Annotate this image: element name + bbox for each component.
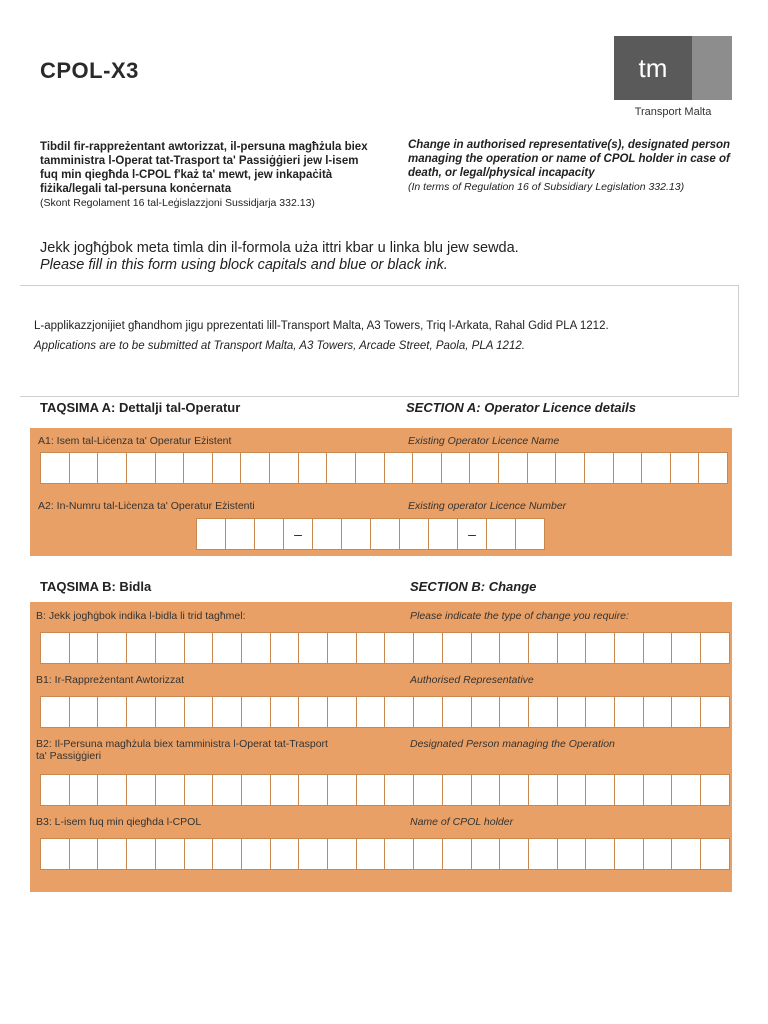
character-box[interactable] (443, 775, 472, 805)
character-box[interactable] (356, 453, 385, 483)
character-box[interactable] (41, 697, 70, 727)
title-maltese-reference: (Skont Regolament 16 tal-Leġislazzjoni Sussidjarja 332.13) (40, 197, 315, 209)
character-box[interactable] (672, 633, 701, 663)
submission-maltese: L-applikazzjonijiet għandhom jigu pprezentati lill-Transport Malta, A3 Towers, Triq l-Arkata, Rahal Gdid PLA 1212. (34, 320, 609, 332)
character-box[interactable] (127, 775, 156, 805)
character-box[interactable] (156, 775, 185, 805)
character-box[interactable] (499, 453, 528, 483)
character-box[interactable] (98, 839, 127, 869)
character-box[interactable] (185, 633, 214, 663)
b-change-type-input[interactable] (40, 632, 730, 664)
character-box[interactable] (185, 775, 214, 805)
character-box[interactable] (558, 633, 587, 663)
a1-label-english: Existing Operator Licence Name (408, 435, 560, 447)
character-box[interactable] (184, 453, 213, 483)
character-box[interactable] (414, 697, 443, 727)
title-english-reference: (In terms of Regulation 16 of Subsidiary Legislation 332.13) (408, 181, 685, 193)
character-box[interactable] (255, 519, 283, 549)
b-label-maltese: B: Jekk jogħġbok indika l-bidla li trid tagħmel: (36, 610, 246, 622)
character-box[interactable] (357, 839, 386, 869)
licence-number-separator-1: – (284, 518, 312, 550)
character-box[interactable] (185, 839, 214, 869)
character-box[interactable] (642, 453, 671, 483)
character-box[interactable] (271, 839, 300, 869)
character-box[interactable] (41, 839, 70, 869)
character-box[interactable] (701, 697, 729, 727)
b3-label-english: Name of CPOL holder (410, 816, 514, 828)
character-box[interactable] (400, 519, 429, 549)
character-box[interactable] (671, 453, 700, 483)
character-box[interactable] (299, 697, 328, 727)
character-box[interactable] (500, 839, 529, 869)
character-box[interactable] (242, 839, 271, 869)
character-box[interactable] (615, 839, 644, 869)
character-box[interactable] (672, 697, 701, 727)
character-box[interactable] (127, 839, 156, 869)
logo-accent (692, 36, 732, 100)
character-box[interactable] (385, 697, 414, 727)
character-box[interactable] (70, 633, 99, 663)
licence-number-group-2[interactable] (312, 518, 458, 550)
character-box[interactable] (644, 839, 673, 869)
character-box[interactable] (442, 453, 471, 483)
character-box[interactable] (371, 519, 400, 549)
character-box[interactable] (644, 775, 673, 805)
b-label-english: Please indicate the type of change you require: (410, 610, 629, 622)
b2-label-maltese: B2: Il-Persuna magħżula biex tamministra l-Operat tat-Trasport ta' Passiġġieri (36, 738, 328, 762)
character-box[interactable] (185, 697, 214, 727)
character-box[interactable] (213, 839, 242, 869)
character-box[interactable] (328, 697, 357, 727)
section-a-panel (30, 428, 732, 556)
character-box[interactable] (242, 775, 271, 805)
section-a-heading-english: SECTION A: Operator Licence details (406, 400, 636, 415)
character-box[interactable] (242, 633, 271, 663)
character-box[interactable] (327, 453, 356, 483)
character-box[interactable] (699, 453, 727, 483)
character-box[interactable] (41, 633, 70, 663)
submission-info-box (20, 285, 739, 397)
logo-text: tm (614, 36, 692, 100)
character-box[interactable] (328, 775, 357, 805)
character-box[interactable] (127, 697, 156, 727)
character-box[interactable] (213, 697, 242, 727)
character-box[interactable] (385, 775, 414, 805)
character-box[interactable] (472, 697, 501, 727)
character-box[interactable] (414, 775, 443, 805)
character-box[interactable] (328, 839, 357, 869)
character-box[interactable] (414, 839, 443, 869)
b1-label-english: Authorised Representative (410, 674, 534, 686)
character-box[interactable] (443, 697, 472, 727)
character-box[interactable] (213, 453, 242, 483)
instructions-maltese: Jekk jogħġbok meta timla din il-formola uża ittri kbar u linka blu jew sewda. (40, 240, 519, 256)
form-title-maltese (40, 140, 370, 210)
b1-authorised-representative-input[interactable] (40, 696, 730, 728)
character-box[interactable] (156, 633, 185, 663)
form-code: CPOL-X3 (40, 58, 139, 83)
character-box[interactable] (585, 453, 614, 483)
character-box[interactable] (70, 839, 99, 869)
character-box[interactable] (672, 839, 701, 869)
character-box[interactable] (556, 453, 585, 483)
b3-cpol-holder-name-input[interactable] (40, 838, 730, 870)
character-box[interactable] (385, 839, 414, 869)
character-box[interactable] (500, 775, 529, 805)
instructions-english: Please fill in this form using block capitals and blue or black ink. (40, 257, 448, 273)
organisation-name: Transport Malta (634, 106, 712, 118)
character-box[interactable] (672, 775, 701, 805)
title-english-text: Change in authorised representative(s), designated person managing the operation or name of CPOL holder in case of death, or legal/physical incapacity (408, 139, 731, 179)
fill-instructions (40, 240, 519, 274)
character-box[interactable] (529, 775, 558, 805)
character-box[interactable] (414, 633, 443, 663)
character-box[interactable] (472, 839, 501, 869)
character-box[interactable] (313, 519, 342, 549)
character-box[interactable] (558, 775, 587, 805)
character-box[interactable] (271, 775, 300, 805)
character-box[interactable] (156, 839, 185, 869)
a2-licence-number-input[interactable] (196, 518, 545, 550)
character-box[interactable] (271, 633, 300, 663)
character-box[interactable] (270, 453, 299, 483)
character-box[interactable] (226, 519, 255, 549)
a2-label-english: Existing operator Licence Number (408, 500, 567, 512)
character-box[interactable] (529, 697, 558, 727)
licence-number-group-1[interactable] (196, 518, 284, 550)
character-box[interactable] (413, 453, 442, 483)
character-box[interactable] (500, 633, 529, 663)
b3-label-maltese: B3: L-isem fuq min qiegħda l-CPOL (36, 816, 202, 828)
character-box[interactable] (70, 453, 99, 483)
a2-label-maltese: A2: In-Numru tal-Liċenza ta' Operatur Eżistenti (38, 500, 255, 512)
character-box[interactable] (443, 633, 472, 663)
character-box[interactable] (98, 453, 127, 483)
b2-label-english: Designated Person managing the Operation (410, 738, 615, 750)
form-title-english (408, 138, 738, 194)
character-box[interactable] (516, 519, 544, 549)
title-maltese-text: Tibdil fir-rappreżentant awtorizzat, il-persuna magħżula biex tamministra l-Operat tat-Trasport ta' Passiġġieri jew l-isem fuq min qiegħda l-CPOL f'każ ta' mewt, jew inkapaċità fiżika/legali tal-persuna konċernata (40, 141, 368, 195)
character-box[interactable] (41, 453, 70, 483)
character-box[interactable] (127, 453, 156, 483)
section-a-heading-maltese: TAQSIMA A: Dettalji tal-Operatur (40, 400, 241, 415)
section-b-heading-english: SECTION B: Change (410, 579, 537, 594)
character-box[interactable] (529, 633, 558, 663)
character-box[interactable] (472, 775, 501, 805)
character-box[interactable] (357, 697, 386, 727)
character-box[interactable] (213, 633, 242, 663)
licence-number-separator-2: – (458, 518, 486, 550)
character-box[interactable] (98, 633, 127, 663)
character-box[interactable] (615, 633, 644, 663)
b1-label-maltese: B1: Ir-Rappreżentant Awtorizzat (36, 674, 185, 686)
character-box[interactable] (644, 633, 673, 663)
b2-designated-person-input[interactable] (40, 774, 730, 806)
character-box[interactable] (470, 453, 499, 483)
character-box[interactable] (127, 633, 156, 663)
character-box[interactable] (342, 519, 371, 549)
character-box[interactable] (701, 839, 729, 869)
character-box[interactable] (487, 519, 516, 549)
character-box[interactable] (558, 697, 587, 727)
character-box[interactable] (299, 633, 328, 663)
character-box[interactable] (615, 775, 644, 805)
character-box[interactable] (615, 697, 644, 727)
character-box[interactable] (528, 453, 557, 483)
character-box[interactable] (328, 633, 357, 663)
a1-label-maltese: A1: Isem tal-Liċenza ta' Operatur Eżistent (38, 435, 232, 447)
character-box[interactable] (271, 697, 300, 727)
character-box[interactable] (299, 839, 328, 869)
character-box[interactable] (614, 453, 643, 483)
character-box[interactable] (443, 839, 472, 869)
transport-malta-logo (614, 36, 732, 100)
character-box[interactable] (242, 697, 271, 727)
character-box[interactable] (98, 775, 127, 805)
section-b-panel (30, 602, 732, 892)
character-box[interactable] (586, 697, 615, 727)
character-box[interactable] (472, 633, 501, 663)
character-box[interactable] (385, 453, 414, 483)
character-box[interactable] (558, 839, 587, 869)
character-box[interactable] (156, 697, 185, 727)
character-box[interactable] (701, 775, 729, 805)
character-box[interactable] (701, 633, 729, 663)
character-box[interactable] (586, 633, 615, 663)
a1-licence-name-input[interactable] (40, 452, 728, 484)
character-box[interactable] (299, 775, 328, 805)
character-box[interactable] (429, 519, 457, 549)
character-box[interactable] (197, 519, 226, 549)
character-box[interactable] (241, 453, 270, 483)
character-box[interactable] (357, 633, 386, 663)
character-box[interactable] (98, 697, 127, 727)
character-box[interactable] (213, 775, 242, 805)
character-box[interactable] (500, 697, 529, 727)
character-box[interactable] (357, 775, 386, 805)
character-box[interactable] (70, 697, 99, 727)
submission-english: Applications are to be submitted at Transport Malta, A3 Towers, Arcade Street, Paola, PLA 1212. (34, 340, 525, 352)
section-b-heading-maltese: TAQSIMA B: Bidla (40, 579, 152, 594)
character-box[interactable] (385, 633, 414, 663)
character-box[interactable] (41, 775, 70, 805)
character-box[interactable] (156, 453, 185, 483)
licence-number-group-3[interactable] (486, 518, 545, 550)
character-box[interactable] (299, 453, 328, 483)
character-box[interactable] (70, 775, 99, 805)
character-box[interactable] (586, 839, 615, 869)
character-box[interactable] (644, 697, 673, 727)
character-box[interactable] (586, 775, 615, 805)
character-box[interactable] (529, 839, 558, 869)
